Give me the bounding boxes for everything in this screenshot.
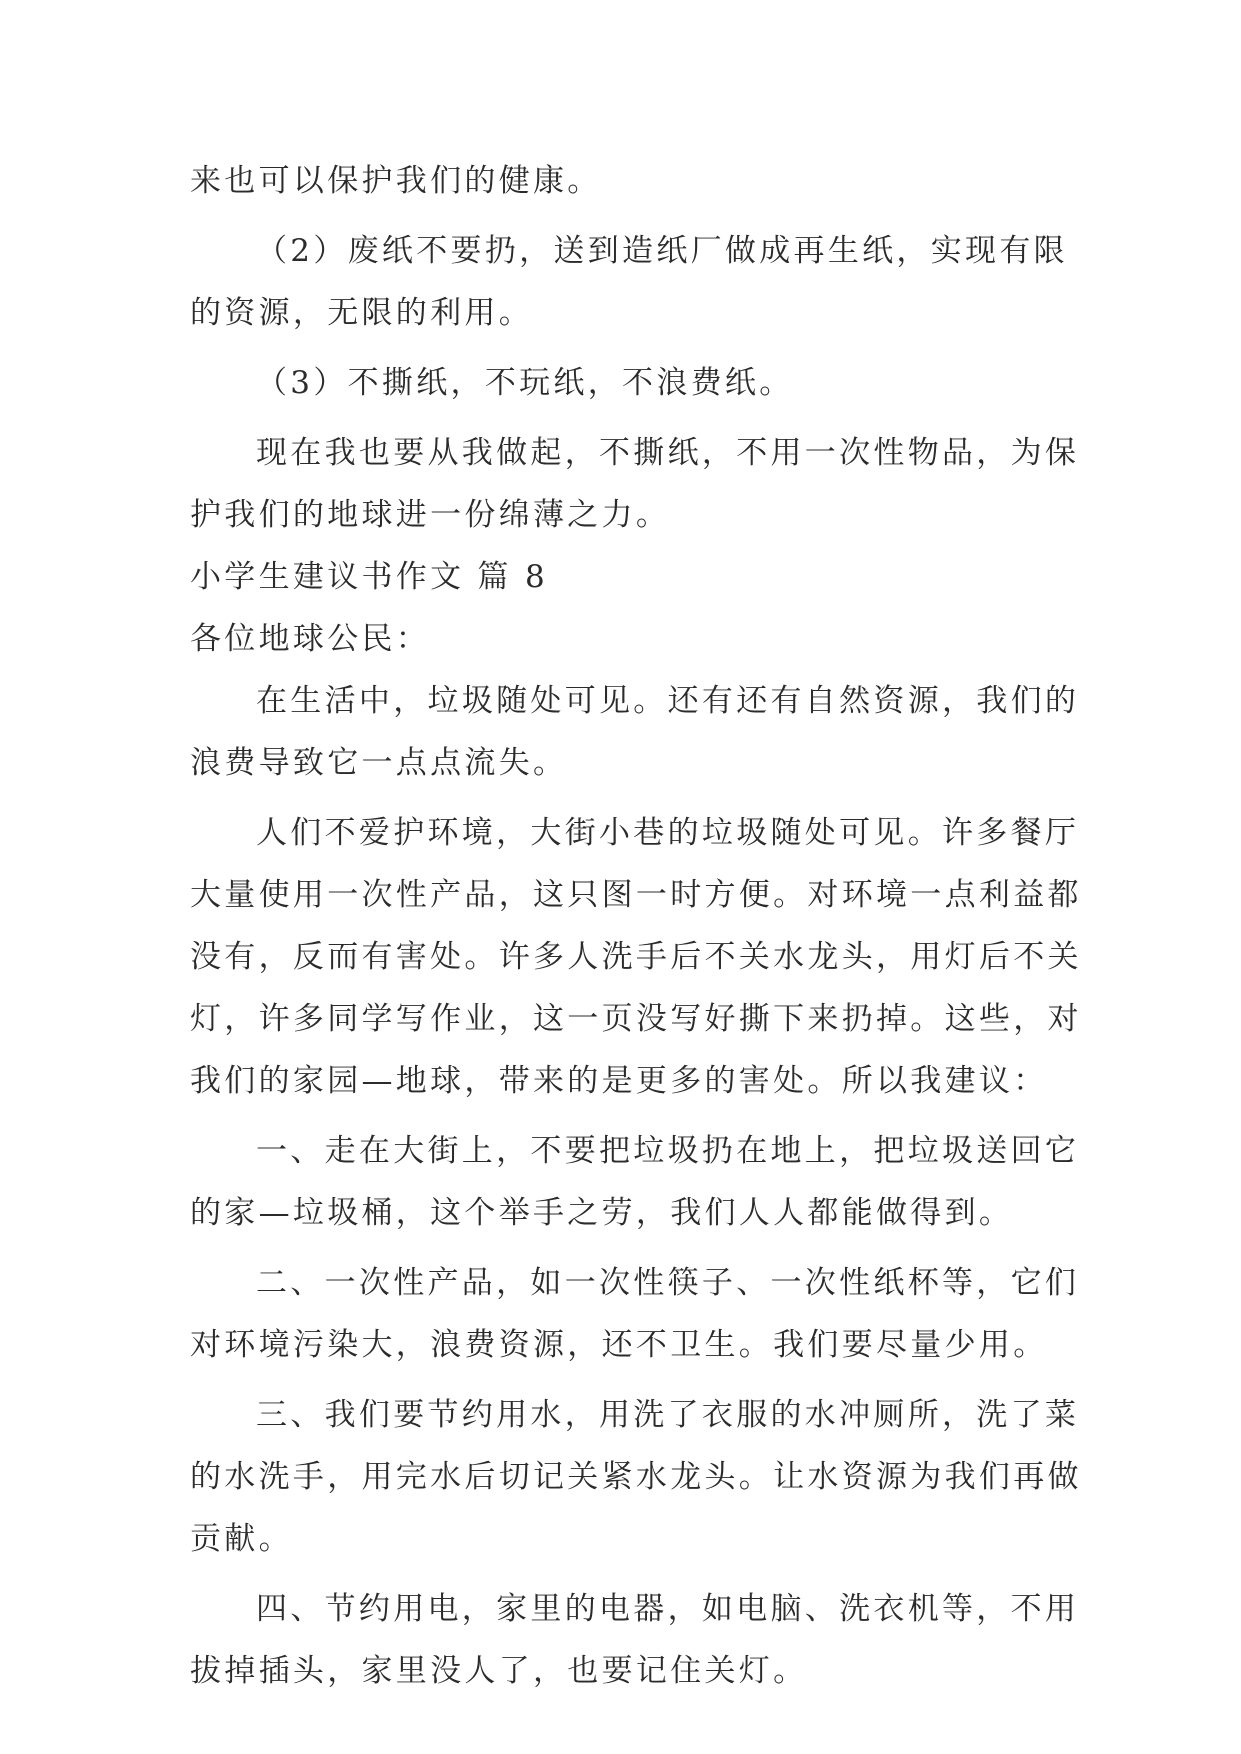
salutation: 各位地球公民： [190,621,431,657]
paragraph-line: 拔掉插头，家里没人了，也要记住关灯。 [190,1653,808,1689]
paragraph-line: 浪费导致它一点点流失。 [190,745,568,781]
paragraph-line: 的资源，无限的利用。 [190,295,533,331]
paragraph-line: 护我们的地球进一份绵薄之力。 [190,497,671,533]
paragraph-line: 在生活中，垃圾随处可见。还有还有自然资源，我们的 [256,683,1080,719]
paragraph-line: 没有，反而有害处。许多人洗手后不关水龙头，用灯后不关 [190,939,1082,975]
paragraph-line: 的水洗手，用完水后切记关紧水龙头。让水资源为我们再做 [190,1459,1082,1495]
paragraph-line: 二、一次性产品，如一次性筷子、一次性纸杯等，它们 [256,1265,1080,1301]
paragraph-line: 来也可以保护我们的健康。 [190,163,602,199]
document-page [190,150,1082,1702]
paragraph-line: 人们不爱护环境，大街小巷的垃圾随处可见。许多餐厅 [256,815,1080,851]
paragraph-line: 四、节约用电，家里的电器，如电脑、洗衣机等，不用 [256,1591,1080,1627]
paragraph-line: 现在我也要从我做起，不撕纸，不用一次性物品，为保 [256,435,1080,471]
paragraph-line: 灯，许多同学写作业，这一页没写好撕下来扔掉。这些，对 [190,1001,1082,1037]
paragraph-line: 大量使用一次性产品，这只图一时方便。对环境一点利益都 [190,877,1082,913]
paragraph-line: 我们的家园—地球，带来的是更多的害处。所以我建议： [190,1063,1048,1099]
paragraph-line: 一、走在大街上，不要把垃圾扔在地上，把垃圾送回它 [256,1133,1080,1169]
paragraph-line: 对环境污染大，浪费资源，还不卫生。我们要尽量少用。 [190,1327,1048,1363]
paragraph-line: （3）不撕纸，不玩纸，不浪费纸。 [256,365,794,401]
paragraph-line: 贡献。 [190,1521,293,1557]
paragraph-line: （2）废纸不要扔，送到造纸厂做成再生纸，实现有限 [256,233,1068,269]
paragraph-line: 三、我们要节约用水，用洗了衣服的水冲厕所，洗了菜 [256,1397,1080,1433]
paragraph-line: 的家—垃圾桶，这个举手之劳，我们人人都能做得到。 [190,1195,1014,1231]
section-heading: 小学生建议书作文 篇 8 [190,559,549,595]
